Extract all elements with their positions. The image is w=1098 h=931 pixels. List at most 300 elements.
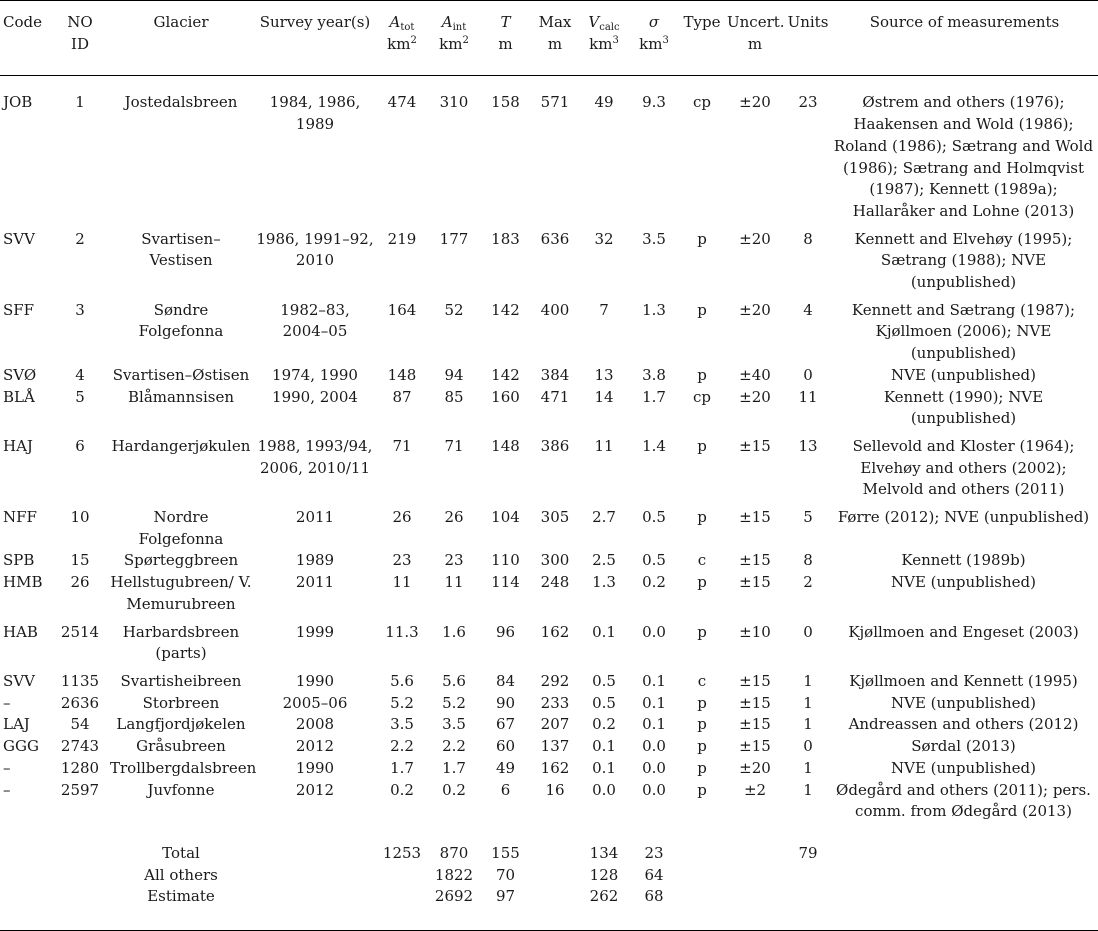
cell-code: GGG [3, 737, 39, 756]
cell-source: NVE (unpublished) [891, 365, 1036, 384]
cell-glacier: Trollbergdalsbreen [110, 758, 257, 777]
table-row [0, 76, 1098, 223]
unit-uncert: m [725, 34, 785, 76]
cell-t: 84 [495, 671, 516, 690]
cell-units: 0 [803, 365, 813, 384]
cell-source: NVE (unpublished) [891, 693, 1036, 712]
cell-units: 0 [803, 622, 813, 641]
cell-a-tot: 5.6 [390, 671, 414, 690]
summary-spacer [679, 886, 785, 930]
cell-source: Kjøllmoen and Kennett (1995) [849, 671, 1078, 690]
cell-no-id: 26 [70, 573, 90, 592]
cell-source: Kennett (1989b) [901, 551, 1026, 570]
cell-glacier: Hellstugubreen/ V. Memurubreen [110, 573, 252, 613]
cell-glacier: Hardangerjøkulen [111, 436, 251, 455]
unit-a-tot: $km^2$ [376, 34, 428, 76]
cell-sigma: 0.0 [642, 780, 666, 799]
cell-units: 11 [798, 387, 818, 406]
top-rule [0, 0, 1098, 1]
cell-source: Kjøllmoen and Engeset (2003) [848, 622, 1079, 641]
summary-row [0, 865, 1098, 887]
cell-units: 8 [803, 229, 813, 248]
cell-a-int: 85 [444, 387, 464, 406]
cell-code: – [3, 693, 11, 712]
cell-t: 148 [491, 436, 520, 455]
cell-t: 110 [491, 551, 520, 570]
cell-glacier: Søndre Folgefonna [138, 300, 224, 341]
cell-survey-years: 2011 [295, 573, 335, 592]
cell-t: 96 [495, 622, 516, 641]
summary-v-calc: 128 [589, 865, 619, 884]
cell-units: 23 [798, 93, 818, 112]
unit-sigma: $km^3$ [629, 34, 679, 76]
cell-no-id: 2636 [60, 693, 100, 712]
cell-max: 386 [540, 436, 570, 455]
cell-survey-years: 1990, 2004 [272, 387, 358, 406]
cell-sigma: 9.3 [642, 93, 666, 112]
cell-type: c [697, 671, 707, 690]
cell-sigma: 3.8 [642, 365, 666, 384]
table-body [0, 76, 1098, 931]
cell-max: 636 [540, 229, 570, 248]
cell-v-calc: 0.1 [592, 758, 616, 777]
cell-sigma: 0.2 [642, 573, 666, 592]
cell-code: – [3, 758, 11, 777]
cell-code: SPB [3, 551, 35, 570]
cell-t: 158 [491, 93, 520, 112]
cell-glacier: Svartisen–Vestisen [141, 229, 221, 270]
cell-units: 1 [803, 671, 813, 690]
summary-label: Total [162, 843, 200, 862]
header-glacier: Glacier [153, 13, 209, 31]
cell-code: BLÅ [3, 387, 35, 406]
table-row [0, 665, 1098, 693]
cell-t: 114 [491, 573, 520, 592]
cell-type: c [697, 551, 707, 570]
summary-spacer [531, 886, 579, 930]
cell-units: 1 [803, 715, 813, 734]
unit-max: m [531, 34, 579, 76]
cell-glacier: Blåmannsisen [128, 387, 234, 406]
cell-source: Kennett and Sætrang (1987); Kjøllmoen (2006); NVE (unpublished) [851, 300, 1076, 363]
cell-v-calc: 14 [594, 387, 614, 406]
cell-type: p [697, 436, 707, 455]
summary-units [785, 865, 831, 887]
cell-t: 183 [491, 229, 520, 248]
table-row [0, 223, 1098, 294]
cell-v-calc: 49 [594, 93, 614, 112]
cell-survey-years: 2008 [295, 715, 335, 734]
cell-a-int: 2.2 [442, 737, 466, 756]
cell-max: 16 [545, 780, 565, 799]
header-type: Type [683, 13, 721, 31]
cell-max: 400 [540, 300, 570, 319]
cell-uncert: ±20 [739, 93, 771, 112]
cell-units: 1 [803, 780, 813, 799]
cell-t: 142 [491, 365, 520, 384]
cell-uncert: ±10 [739, 622, 771, 641]
cell-survey-years: 1988, 1993/94, 2006, 2010/11 [257, 436, 373, 477]
cell-source: Sørdal (2013) [911, 737, 1016, 756]
cell-a-int: 3.5 [442, 715, 466, 734]
cell-max: 137 [540, 737, 570, 756]
cell-a-int: 5.2 [442, 693, 466, 712]
cell-no-id: 1 [75, 93, 85, 112]
header-units: Units [787, 13, 829, 31]
header-source: Source of measurements [869, 13, 1060, 31]
cell-code: NFF [3, 508, 37, 527]
cell-survey-years: 1982–83, 2004–05 [280, 300, 350, 341]
cell-sigma: 0.1 [642, 693, 666, 712]
cell-t: 60 [495, 737, 516, 756]
cell-a-int: 177 [439, 229, 469, 248]
cell-max: 384 [540, 365, 570, 384]
summary-units: 79 [798, 843, 818, 862]
cell-no-id: 1135 [60, 671, 100, 690]
cell-t: 104 [491, 508, 520, 527]
cell-v-calc: 0.2 [592, 715, 616, 734]
cell-units: 1 [803, 693, 813, 712]
table-row [0, 616, 1098, 665]
cell-code: SFF [3, 300, 35, 319]
cell-code: SVV [3, 671, 35, 690]
cell-v-calc: 0.1 [592, 622, 616, 641]
cell-uncert: ±20 [739, 758, 771, 777]
table-row [0, 758, 1098, 780]
cell-uncert: ±15 [739, 737, 771, 756]
header-no: NO [67, 13, 93, 31]
summary-spacer [531, 865, 579, 887]
unit-v-calc: $km^3$ [579, 34, 629, 76]
cell-survey-years: 1974, 1990 [272, 365, 358, 384]
table-row [0, 572, 1098, 615]
cell-glacier: Juvfonne [147, 780, 215, 799]
cell-v-calc: 2.5 [592, 551, 616, 570]
cell-t: 49 [495, 758, 516, 777]
cell-type: cp [692, 93, 711, 112]
cell-no-id: 2597 [60, 780, 100, 799]
cell-code: HMB [3, 573, 43, 592]
summary-t: 155 [491, 843, 520, 862]
header-a-int: $A_{int}$ [441, 13, 467, 33]
cell-a-tot: 3.5 [390, 715, 414, 734]
cell-survey-years: 1986, 1991–92, 2010 [256, 229, 374, 270]
glacier-volume-table [0, 4, 1098, 931]
cell-a-tot: 0.2 [390, 780, 414, 799]
cell-max: 162 [540, 758, 570, 777]
cell-v-calc: 0.5 [592, 671, 616, 690]
cell-sigma: 0.0 [642, 622, 666, 641]
cell-sigma: 3.5 [642, 229, 666, 248]
cell-no-id: 15 [70, 551, 90, 570]
cell-v-calc: 11 [594, 436, 614, 455]
cell-uncert: ±40 [739, 365, 771, 384]
table-row [0, 365, 1098, 387]
cell-sigma: 0.5 [642, 551, 666, 570]
cell-type: p [697, 508, 707, 527]
cell-max: 248 [540, 573, 570, 592]
table-row [0, 387, 1098, 430]
header-sigma: σ [648, 13, 660, 31]
table-row [0, 714, 1098, 736]
cell-type: cp [692, 387, 711, 406]
table-row [0, 550, 1098, 572]
cell-uncert: ±15 [739, 715, 771, 734]
cell-sigma: 1.4 [642, 436, 666, 455]
header-a-tot: $A_{tot}$ [389, 13, 415, 33]
cell-v-calc: 0.1 [592, 737, 616, 756]
summary-t: 97 [480, 886, 531, 930]
summary-label: Estimate [108, 886, 254, 930]
cell-a-tot: 1.7 [390, 758, 414, 777]
cell-a-int: 11 [444, 573, 464, 592]
cell-source: Kennett (1990); NVE (unpublished) [883, 387, 1044, 428]
cell-survey-years: 2005–06 [282, 693, 348, 712]
cell-a-tot: 219 [387, 229, 417, 248]
summary-spacer [679, 823, 785, 865]
summary-spacer [0, 865, 108, 887]
cell-type: p [697, 780, 707, 799]
cell-a-tot: 87 [392, 387, 412, 406]
cell-no-id: 5 [75, 387, 85, 406]
cell-type: p [697, 573, 707, 592]
header-max: Max [538, 13, 572, 31]
summary-t: 70 [495, 865, 516, 884]
summary-sigma: 64 [644, 865, 664, 884]
cell-t: 90 [495, 693, 516, 712]
cell-sigma: 0.5 [642, 508, 666, 527]
table-row [0, 294, 1098, 365]
cell-code: JOB [3, 93, 33, 112]
header-uncert: Uncert. [727, 13, 785, 31]
cell-max: 162 [540, 622, 570, 641]
cell-units: 8 [803, 551, 813, 570]
cell-uncert: ±15 [739, 671, 771, 690]
cell-sigma: 0.1 [642, 671, 666, 690]
summary-sigma: 68 [629, 886, 679, 930]
cell-type: p [697, 758, 707, 777]
cell-source: Andreassen and others (2012) [848, 715, 1079, 734]
cell-max: 292 [540, 671, 570, 690]
cell-source: Førre (2012); NVE (unpublished) [837, 508, 1090, 527]
cell-code: – [3, 780, 11, 799]
cell-a-int: 1.7 [442, 758, 466, 777]
cell-type: p [697, 229, 707, 248]
cell-survey-years: 1990 [295, 758, 335, 777]
cell-a-tot: 164 [387, 300, 417, 319]
cell-glacier: Svartisen–Østisen [112, 365, 250, 384]
cell-max: 233 [540, 693, 570, 712]
cell-survey-years: 2012 [295, 780, 335, 799]
cell-glacier: Harbardsbreen (parts) [122, 622, 240, 663]
cell-v-calc: 0.0 [592, 780, 616, 799]
cell-no-id: 4 [75, 365, 85, 384]
summary-label: All others [144, 865, 218, 884]
cell-a-int: 52 [444, 300, 464, 319]
cell-source: NVE (unpublished) [891, 758, 1036, 777]
cell-survey-years: 1990 [295, 671, 335, 690]
cell-max: 471 [540, 387, 570, 406]
cell-code: SVV [3, 229, 35, 248]
summary-spacer [831, 823, 1098, 865]
cell-glacier: Storbreen [142, 693, 220, 712]
cell-uncert: ±15 [739, 508, 771, 527]
cell-t: 67 [495, 715, 516, 734]
cell-v-calc: 13 [594, 365, 614, 384]
cell-units: 0 [803, 737, 813, 756]
cell-glacier: Spørteggbreen [123, 551, 239, 570]
cell-v-calc: 2.7 [592, 508, 616, 527]
header-id: ID [52, 34, 108, 76]
cell-type: p [697, 300, 707, 319]
cell-glacier: Svartisheibreen [120, 671, 242, 690]
cell-v-calc: 7 [599, 300, 609, 319]
cell-uncert: ±15 [739, 436, 771, 455]
summary-spacer [831, 865, 1098, 887]
cell-a-tot: 148 [387, 365, 417, 384]
cell-code: SVØ [3, 365, 37, 384]
summary-spacer [0, 823, 108, 865]
cell-t: 160 [491, 387, 520, 406]
cell-uncert: ±15 [739, 551, 771, 570]
cell-uncert: ±20 [739, 387, 771, 406]
cell-survey-years: 2012 [295, 737, 335, 756]
cell-a-int: 71 [444, 436, 464, 455]
cell-source: Kennett and Elvehøy (1995); Sætrang (1988); NVE (unpublished) [854, 229, 1073, 292]
cell-no-id: 2 [75, 229, 85, 248]
cell-source: Sellevold and Kloster (1964); Elvehøy and others (2002); Melvold and others (2011) [852, 436, 1075, 499]
cell-no-id: 10 [70, 508, 90, 527]
cell-source: Østrem and others (1976); Haakensen and Wold (1986); Roland (1986); Sætrang and Wold (1986); Sætrang and Holmqvist (1987); Kennett (1989a); Hallaråker and Lohne (2013) [833, 93, 1094, 220]
summary-units [785, 886, 831, 930]
cell-survey-years: 1989 [295, 551, 335, 570]
cell-uncert: ±2 [743, 780, 767, 799]
summary-spacer [254, 865, 376, 887]
cell-no-id: 2743 [60, 737, 100, 756]
summary-a-tot [376, 865, 428, 887]
cell-max: 207 [540, 715, 570, 734]
cell-survey-years: 1984, 1986, 1989 [269, 93, 361, 134]
cell-a-tot: 23 [392, 551, 412, 570]
table-row [0, 780, 1098, 823]
summary-spacer [254, 823, 376, 865]
cell-a-tot: 71 [392, 436, 412, 455]
cell-source: NVE (unpublished) [891, 573, 1036, 592]
summary-spacer [531, 823, 579, 865]
header-code: Code [3, 13, 42, 31]
cell-t: 6 [500, 780, 511, 799]
cell-units: 13 [798, 436, 818, 455]
cell-glacier: Nordre Folgefonna [138, 508, 224, 548]
cell-a-int: 23 [444, 551, 464, 570]
table-row [0, 430, 1098, 501]
cell-units: 1 [803, 758, 813, 777]
summary-row [0, 886, 1098, 930]
cell-uncert: ±15 [739, 693, 771, 712]
cell-glacier: Langfjordjøkelen [116, 715, 246, 734]
cell-glacier: Jostedalsbreen [124, 93, 238, 112]
cell-a-tot: 26 [392, 508, 412, 527]
cell-v-calc: 1.3 [592, 573, 616, 592]
cell-a-int: 26 [444, 508, 464, 527]
cell-code: LAJ [3, 715, 30, 734]
cell-sigma: 1.3 [642, 300, 666, 319]
cell-a-int: 5.6 [442, 671, 466, 690]
cell-survey-years: 1999 [295, 622, 335, 641]
cell-survey-years: 2011 [295, 508, 335, 527]
cell-no-id: 6 [75, 436, 85, 455]
cell-t: 142 [491, 300, 520, 319]
cell-glacier: Gråsubreen [136, 737, 226, 756]
cell-max: 305 [540, 508, 570, 527]
cell-type: p [697, 715, 707, 734]
cell-sigma: 0.0 [642, 758, 666, 777]
cell-a-tot: 5.2 [390, 693, 414, 712]
summary-a-tot: 1253 [382, 843, 422, 862]
cell-max: 300 [540, 551, 570, 570]
cell-units: 5 [803, 508, 813, 527]
summary-row [0, 823, 1098, 865]
cell-type: p [697, 365, 707, 384]
cell-type: p [697, 622, 707, 641]
unit-a-int: $km^2$ [428, 34, 480, 76]
table-row [0, 736, 1098, 758]
cell-a-int: 94 [444, 365, 464, 384]
cell-sigma: 0.0 [642, 737, 666, 756]
summary-spacer [831, 886, 1098, 930]
cell-a-int: 1.6 [442, 622, 466, 641]
summary-spacer [0, 886, 108, 930]
header-v-calc: $V_{calc}$ [588, 13, 620, 33]
cell-a-tot: 2.2 [390, 737, 414, 756]
cell-max: 571 [540, 93, 570, 112]
table-header [0, 4, 1098, 76]
cell-type: p [697, 693, 707, 712]
summary-a-int: 2692 [428, 886, 480, 930]
summary-v-calc: 262 [579, 886, 629, 930]
cell-no-id: 3 [75, 300, 85, 319]
table-row [0, 693, 1098, 715]
unit-t: m [480, 34, 531, 76]
cell-sigma: 1.7 [642, 387, 666, 406]
cell-code: HAB [3, 622, 38, 641]
cell-uncert: ±20 [739, 300, 771, 319]
cell-a-int: 310 [439, 93, 469, 112]
cell-uncert: ±15 [739, 573, 771, 592]
cell-type: p [697, 737, 707, 756]
cell-a-tot: 11 [392, 573, 412, 592]
summary-a-int: 1822 [434, 865, 474, 884]
cell-code: HAJ [3, 436, 33, 455]
cell-no-id: 2514 [60, 622, 100, 641]
summary-v-calc: 134 [589, 843, 619, 862]
summary-a-int: 870 [439, 843, 469, 862]
cell-source: Ødegård and others (2011); pers. comm. from Ødegård (2013) [836, 780, 1091, 821]
summary-a-tot [376, 886, 428, 930]
cell-uncert: ±20 [739, 229, 771, 248]
summary-sigma: 23 [644, 843, 664, 862]
cell-a-tot: 11.3 [385, 622, 419, 641]
cell-no-id: 54 [70, 715, 90, 734]
cell-no-id: 1280 [60, 758, 100, 777]
header-survey-years: Survey year(s) [259, 13, 371, 31]
table-row [0, 501, 1098, 550]
header-t: T [500, 13, 511, 31]
summary-spacer [679, 865, 785, 887]
cell-sigma: 0.1 [642, 715, 666, 734]
summary-spacer [254, 886, 376, 930]
cell-v-calc: 0.5 [592, 693, 616, 712]
